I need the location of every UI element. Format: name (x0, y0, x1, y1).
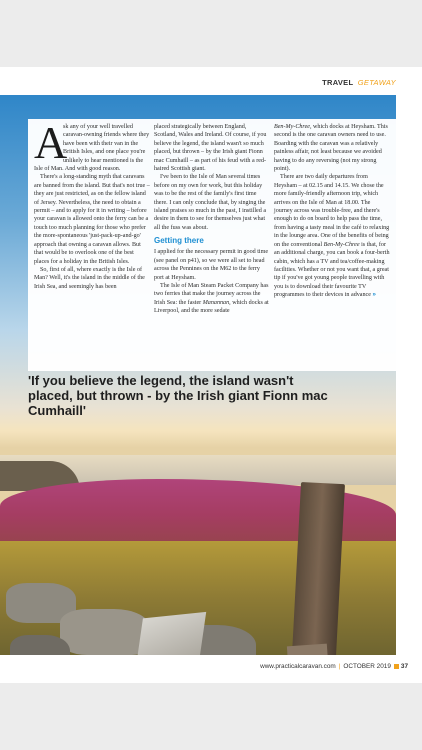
ship-name: Ben-My-Chree (323, 241, 360, 248)
paragraph: placed strategically between England, Scotland, Wales and Ireland. Of course, if you believe the legend, the island wasn't so much placed, but thrown – by the Irish giant Fionn mac Cumhaill – as part of his feud with a red-haired Scottish giant. (154, 124, 267, 173)
page-number: 37 (400, 663, 408, 670)
paragraph-text: is that, for an additional charge, you can book a four-berth cabin, which has a TV and tea/coffee-making facilities. Whether or not you want that, a great tip if you've got young people travelling with you is to download their favourite TV programmes to their devices in advance (274, 241, 390, 299)
paragraph: So, first of all, where exactly is the Isle of Man? Well, it's the island in the middle of the Irish Sea, and seemingly has been (34, 266, 145, 290)
footer-issue: OCTOBER 2019 (343, 663, 391, 670)
paragraph: There's a long-standing myth that caravans are banned from the island. But that's not true – they are just restricted, as on the fellow island of Jersey. Nevertheless, the need to obtain a permit – and to apply for it in writing – before your caravan is allowed onto the ferry can be a touch too much planning for those who prefer the more-spontaneous 'just-pack-up-and-go' approach that owning a caravan allows. But that would be to overlook one of the best places for a holiday in the British Isles. (34, 174, 150, 265)
footer-square-icon (394, 664, 399, 669)
section-label: TRAVEL (322, 78, 354, 87)
paragraph (274, 173, 390, 299)
celtic-cross (291, 482, 345, 655)
subheading: Getting there (154, 236, 204, 246)
paragraph-text: The journey across was trouble-free, and there's enough to do on board to help pass the time, from having a tasty meal in the café to relaxing in the lounge area. One of the benefits of being on the conventional (274, 199, 390, 248)
column-1 (34, 117, 150, 291)
rock (60, 609, 150, 655)
paragraph: I applied for the necessary permit in good time (see panel on p41), so we were all set to head across the Pennines on the M62 to the ferry port at Heysham. (154, 249, 269, 281)
footer-url: www.practicalcaravan.com (260, 663, 336, 670)
bottom-margin (0, 683, 422, 750)
paragraph-text: , which docks at Heysham. This second is the one caravan owners need to use. Boarding with the caravan was a relatively painless affair, not least because we avoided having to do any reversing (not my strong point). (274, 124, 388, 173)
paragraph (154, 282, 270, 316)
article-columns (28, 117, 392, 369)
paragraph: I've been to the Isle of Man several times before on my own for work, but this holiday was to be the rest of the family's first time there. I can only conclude that, by singing the island praises so much in the past, I instilled a desire in them to see for themselves just what all the fuss was about. (154, 174, 267, 231)
cross-base (287, 644, 329, 655)
rock (10, 635, 70, 655)
stone-slab (136, 612, 206, 655)
pull-quote: 'If you believe the legend, the island wasn't placed, but thrown - by the Irish giant Fionn mac Cumhaill' (28, 373, 328, 418)
paragraph (34, 117, 150, 173)
continue-arrow-icon: » (372, 291, 376, 299)
page-footer (260, 663, 408, 670)
footer-separator: | (338, 663, 341, 670)
top-margin (0, 0, 422, 67)
magazine-page (0, 67, 422, 683)
subsection-label: GETAWAY (357, 78, 396, 87)
landscape-scene (0, 455, 396, 655)
paragraph (274, 123, 390, 173)
paragraph-text: sk any of your well travelled caravan-owning friends where they have been with their van in the British Isles, and one place you're unlikely to hear mentioned is the Isle of Man. And with good reason. (34, 124, 150, 173)
ship-name: Ben-My-Chree (274, 124, 310, 130)
paragraph-text: There are two daily departures from Heysham – at 02.15 and 14.15. We chose the more family-friendly afternoon trip, which arrives on the Isle of Man at 18.00. (274, 174, 384, 206)
column-2 (154, 123, 270, 316)
paragraph-text: , which docks at Liverpool, and the more sedate (154, 299, 269, 315)
section-header (322, 78, 396, 87)
column-3 (274, 123, 390, 300)
ship-name: Manannan (202, 299, 230, 306)
paragraph-text: The Isle of Man Steam Packet Company has two ferries that make the journey across the Irish Sea: the faster (154, 282, 269, 306)
drop-cap: A (34, 117, 68, 168)
